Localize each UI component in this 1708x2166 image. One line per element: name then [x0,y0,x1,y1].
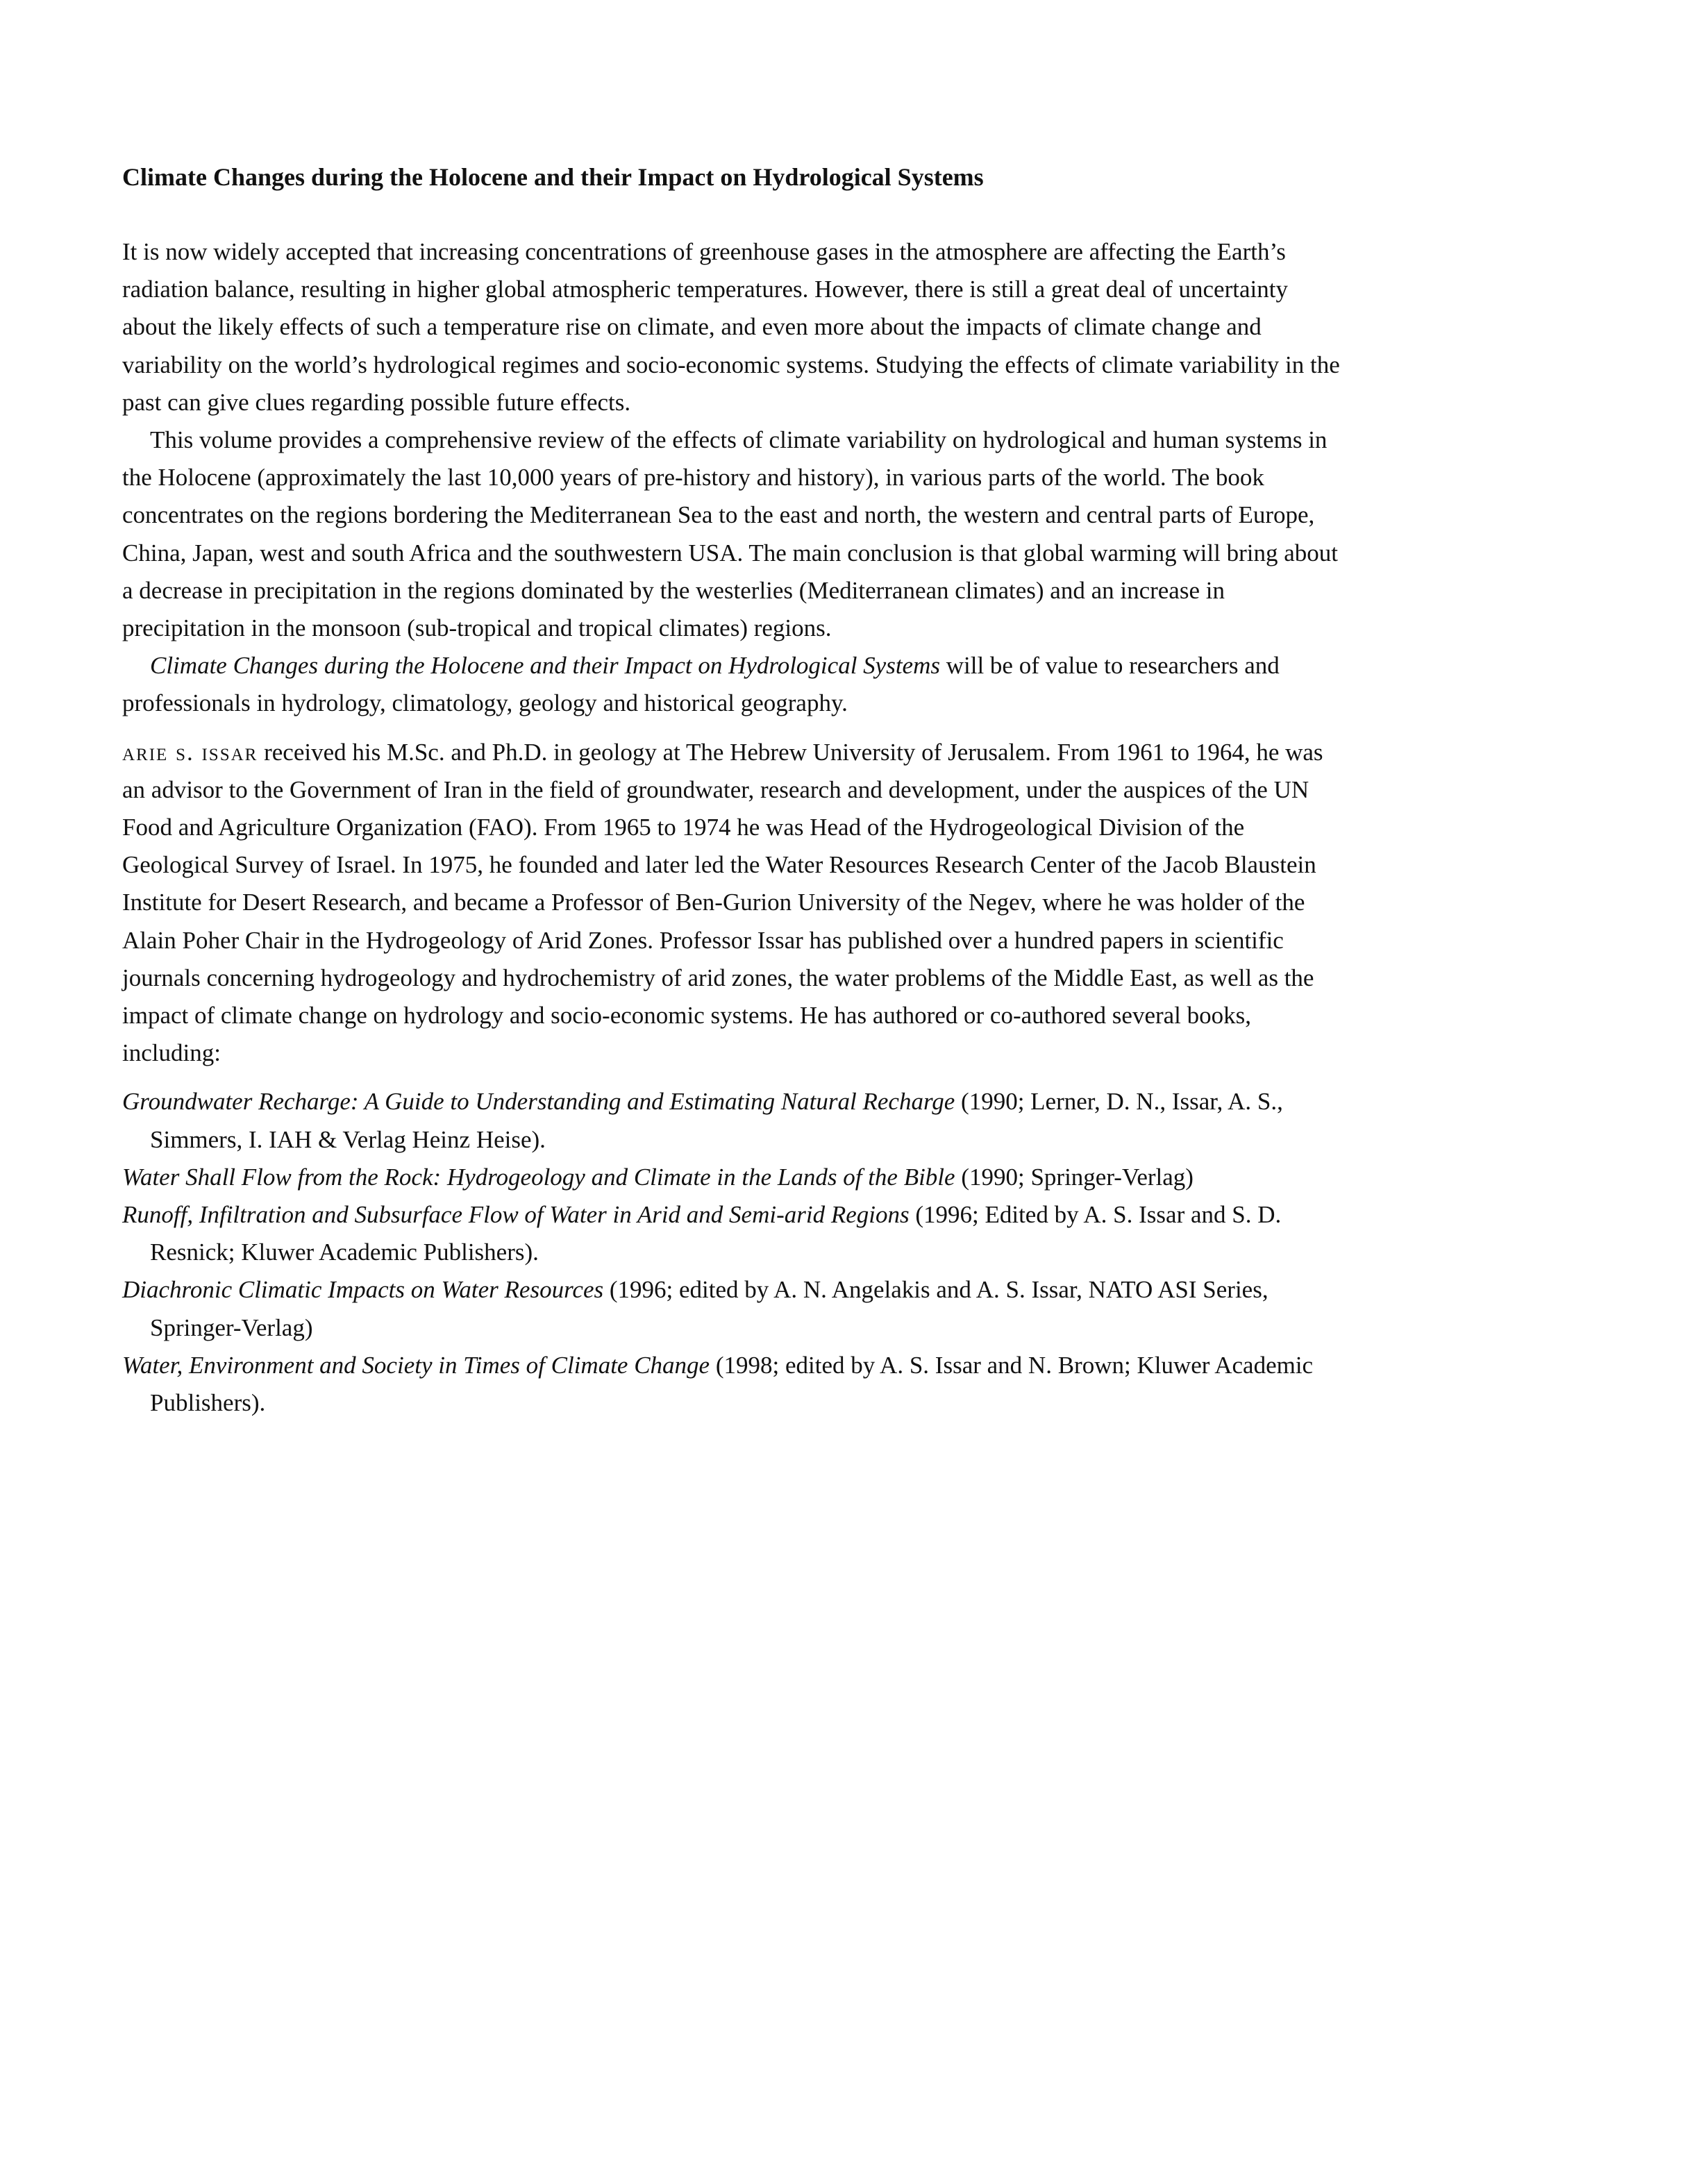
book-details: (1990; Springer-Verlag) [955,1163,1194,1191]
summary-paragraph: This volume provides a comprehensive review of the effects of climate variability on hydrological and human systems in the Holocene (approximately the last 10,000 years of pre-history and history), in various parts of the world. The book concentrates on the regions bordering the Mediterranean Sea to the east and north, the western and central parts of Europe, China, Japan, west and south Africa and the southwestern USA. The main conclusion is that global warming will bring about a decrease in precipitation in the regions dominated by the westerlies (Mediterranean climates) and an increase in precipitation in the monsoon (sub-tropical and tropical climates) regions. [122,426,1338,642]
audience-text: will be of value to researchers and professionals in hydrology, climatology, geology and historical geography. [122,652,1280,717]
book-details: (1996; edited by A. N. Angelakis and A. S. Issar, NATO ASI Series, Springer-Verlag) [150,1276,1269,1341]
book-title: Runoff, Infiltration and Subsurface Flow of Water in Arid and Semi-arid Regions [122,1201,910,1229]
document-page [122,158,1344,1422]
list-item [122,1271,1344,1346]
list-item [122,1083,1344,1158]
book-list [122,1083,1344,1422]
list-item [122,1159,1344,1196]
book-title: Water Shall Flow from the Rock: Hydrogeology and Climate in the Lands of the Bible [122,1163,955,1191]
book-details: (1998; edited by A. S. Issar and N. Brown; Kluwer Academic Publishers). [150,1351,1314,1417]
book-title: Water, Environment and Society in Times of Climate Change [122,1351,710,1379]
page-title: Climate Changes during the Holocene and their Impact on Hydrological Systems [122,163,984,191]
author-bio-text: received his M.Sc. and Ph.D. in geology at The Hebrew University of Jerusalem. From 1961 to 1964, he was an advisor to the Government of Iran in the field of groundwater, research and development, under the auspices of the UN Food and Agriculture Organization (FAO). From 1965 to 1974 he was Head of the Hydrogeological Division of the Geological Survey of Israel. In 1975, he founded and later led the Water Resources Research Center of the Jacob Blaustein Institute for Desert Research, and became a Professor of Ben-Gurion University of the Negev, where he was holder of the Alain Poher Chair in the Hydrogeology of Arid Zones. Professor Issar has published over a hundred papers in scientific journals concerning hydrogeology and hydrochemistry of arid zones, the water problems of the Middle East, as well as the impact of climate change on hydrology and socio-economic systems. He has authored or co-authored several books, including: [122,738,1323,1067]
list-item [122,1196,1344,1271]
intro-paragraph: It is now widely accepted that increasing concentrations of greenhouse gases in the atmosphere are affecting the Earth’s radiation balance, resulting in higher global atmospheric temperatures. However, there is still a great deal of uncertainty about the likely effects of such a temperature rise on climate, and even more about the impacts of climate change and variability on the world’s hydrological regimes and socio-economic systems. Studying the effects of climate variability in the past can give clues regarding possible future effects. [122,238,1340,416]
book-title-reference: Climate Changes during the Holocene and their Impact on Hydrological Systems [150,652,940,680]
book-title: Diachronic Climatic Impacts on Water Resources [122,1276,604,1304]
book-details: (1996; Edited by A. S. Issar and S. D. Resnick; Kluwer Academic Publishers). [150,1201,1282,1266]
author-name: arie s. issar [122,738,258,766]
list-item [122,1347,1344,1422]
book-title: Groundwater Recharge: A Guide to Understanding and Estimating Natural Recharge [122,1088,955,1116]
audience-paragraph [122,647,1344,722]
book-details: (1990; Lerner, D. N., Issar, A. S., Simmers, I. IAH & Verlag Heinz Heise). [150,1088,1283,1153]
author-bio [122,734,1344,1073]
